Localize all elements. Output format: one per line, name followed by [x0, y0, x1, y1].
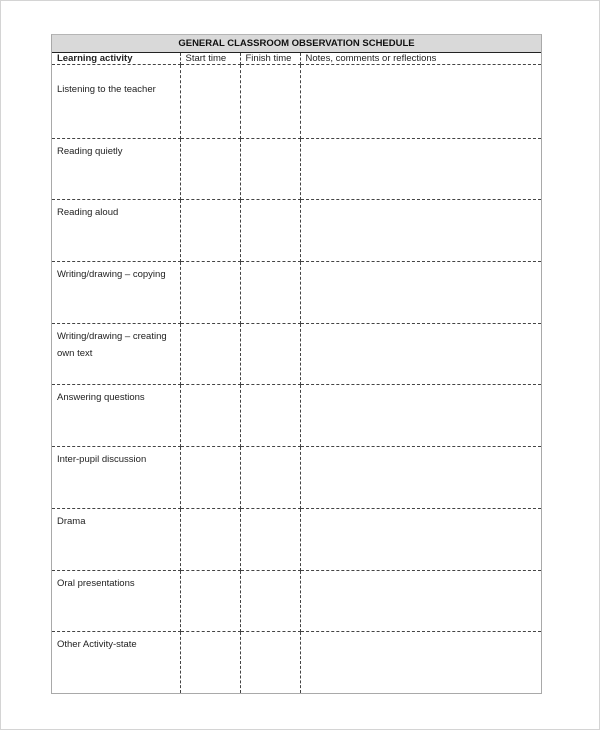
table-row [52, 570, 541, 632]
table-row [52, 632, 541, 693]
schedule-title: GENERAL CLASSROOM OBSERVATION SCHEDULE [52, 35, 541, 53]
activity-cell: Drama [52, 508, 180, 570]
start-time-cell[interactable] [180, 323, 240, 385]
notes-cell[interactable] [300, 570, 541, 632]
activity-cell: Answering questions [52, 385, 180, 447]
activity-cell: Other Activity-state [52, 632, 180, 693]
table-header-row [52, 53, 541, 65]
table-row [52, 447, 541, 509]
table-row [52, 200, 541, 262]
start-time-cell[interactable] [180, 632, 240, 693]
start-time-cell[interactable] [180, 65, 240, 139]
start-time-cell[interactable] [180, 138, 240, 200]
start-time-cell[interactable] [180, 570, 240, 632]
notes-cell[interactable] [300, 508, 541, 570]
notes-cell[interactable] [300, 323, 541, 385]
activity-cell: Listening to the teacher [52, 65, 180, 139]
notes-cell[interactable] [300, 385, 541, 447]
start-time-cell[interactable] [180, 447, 240, 509]
table-row [52, 138, 541, 200]
activity-cell: Oral presentations [52, 570, 180, 632]
notes-cell[interactable] [300, 200, 541, 262]
activity-cell: Writing/drawing – creating own text [52, 323, 180, 385]
table-row [52, 65, 541, 139]
notes-cell[interactable] [300, 632, 541, 693]
start-time-cell[interactable] [180, 508, 240, 570]
finish-time-cell[interactable] [240, 447, 300, 509]
table-row [52, 262, 541, 324]
finish-time-cell[interactable] [240, 508, 300, 570]
column-header-notes: Notes, comments or reflections [300, 53, 541, 65]
notes-cell[interactable] [300, 138, 541, 200]
observation-table [52, 53, 541, 693]
table-row [52, 323, 541, 385]
finish-time-cell[interactable] [240, 570, 300, 632]
finish-time-cell[interactable] [240, 200, 300, 262]
activity-cell: Inter-pupil discussion [52, 447, 180, 509]
activity-cell: Reading aloud [52, 200, 180, 262]
finish-time-cell[interactable] [240, 262, 300, 324]
finish-time-cell[interactable] [240, 632, 300, 693]
table-row [52, 508, 541, 570]
notes-cell[interactable] [300, 447, 541, 509]
start-time-cell[interactable] [180, 262, 240, 324]
activity-cell: Writing/drawing – copying [52, 262, 180, 324]
start-time-cell[interactable] [180, 200, 240, 262]
column-header-start-time: Start time [180, 53, 240, 65]
start-time-cell[interactable] [180, 385, 240, 447]
finish-time-cell[interactable] [240, 323, 300, 385]
column-header-learning-activity: Learning activity [52, 53, 180, 65]
finish-time-cell[interactable] [240, 138, 300, 200]
notes-cell[interactable] [300, 65, 541, 139]
observation-schedule-form [51, 34, 542, 694]
finish-time-cell[interactable] [240, 65, 300, 139]
column-header-finish-time: Finish time [240, 53, 300, 65]
finish-time-cell[interactable] [240, 385, 300, 447]
notes-cell[interactable] [300, 262, 541, 324]
activity-cell: Reading quietly [52, 138, 180, 200]
table-row [52, 385, 541, 447]
